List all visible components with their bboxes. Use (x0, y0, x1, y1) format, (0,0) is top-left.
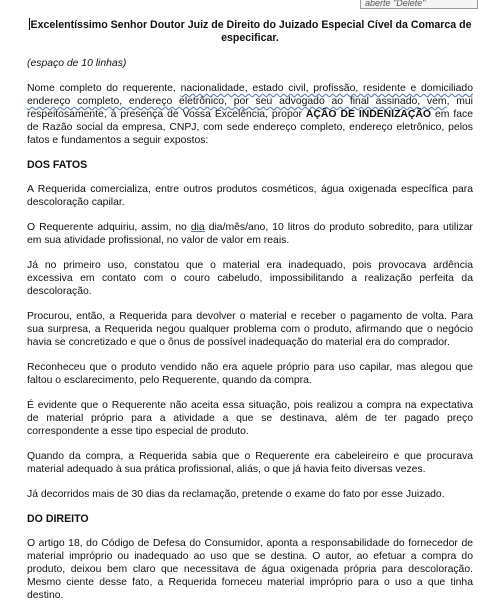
intro-part1: Nome completo do requerente, (27, 83, 181, 94)
spacing-note-text: espaço de 10 linhas (30, 58, 123, 69)
text-cursor (29, 18, 30, 30)
intro-part3: , mui respeitosamente, à presença de Vossa Excelência, propor (27, 96, 473, 120)
document-title (27, 18, 473, 45)
spacing-note: (espaço de 10 linhas) (27, 58, 127, 69)
direito-p1: O artigo 18, do Código de Defesa do Consumidor, aponta a responsabilidade do fornecedor de material impróprio ou inadequado ao uso que se destina. O autor, ao efetuar a compra do produto, deixou bem claro que necessitava de água oxigenada própria para descoloração. Mesmo ciente desse fato, a Requerida forneceu material impróprio para o uso a que tinha destino. (27, 538, 473, 601)
fatos-p1: A Requerida comercializa, entre outros produtos cosméticos, água oxigenada específica para descoloração capilar. (27, 184, 473, 208)
fatos-p8: Já decorridos mais de 30 dias da reclamação, pretende o exame do fato por esse Juizado. (27, 489, 445, 500)
fatos-p2a: O Requerente adquiriu, assim, no (27, 222, 191, 233)
fatos-p2 (27, 221, 473, 247)
title-text: Excelentíssimo Senhor Doutor Juiz de Direito do Juizado Especial Cível da Comarca de especificar. (30, 19, 472, 44)
fatos-p3: Já no primeiro uso, constatou que o material era inadequado, pois provocava ardência excessiva em contato com o couro cabeludo, impossibilitando a realização perfeita da descoloração. (27, 260, 473, 297)
fatos-p2-dia: dia (190, 222, 205, 233)
tooltip: aberte "Delete" (360, 0, 478, 9)
document-page (27, 18, 473, 614)
fatos-p6: É evidente que o Requerente não aceita essa situação, pois realizou a compra na expectativa de material próprio para a atividade a que se destinava, além de ter pagado preço correspondente a esse tipo especial de produto. (27, 400, 473, 437)
heading-direito: DO DIREITO (27, 513, 89, 525)
intro-part4: em face de Razão social da empresa, CNPJ, com sede endereço completo, endereço eletrônico, pelos fatos e fundamentos a seguir expostos: (27, 109, 473, 146)
intro-bold: AÇÃO DE INDENIZAÇÃO (305, 109, 432, 120)
fatos-p5: Reconheceu que o produto vendido não era aquele próprio para uso capilar, mas alegou que faltou o esclarecimento, pelo Requerente, quando da compra. (27, 362, 473, 386)
intro-underlined: nacionalidade, estado civil, profissão, residente e domiciliado endereço completo, endereço eletrônico, por seu advogado ao final assinado, vem (27, 83, 473, 107)
intro-paragraph (27, 82, 473, 147)
heading-fatos: DOS FATOS (27, 159, 88, 171)
fatos-p2c: dia/mês/ano, 10 litros do produto sobredito, para utilizar em sua atividade profissional, no valor de valor em reais. (27, 222, 473, 246)
fatos-p4: Procurou, então, a Requerida para devolver o material e receber o pagamento de volta. Para sua surpresa, a Requerida negou qualquer problema com o produto, afirmando que o negócio havia se concretizado e que o ônus de possível inadequação do material era do comprador. (27, 311, 473, 348)
fatos-p7: Quando da compra, a Requerida sabia que o Requerente era cabeleireiro e que procurava material adequado à sua prática profissional, aliás, o que já havia feito diversas vezes. (27, 451, 473, 475)
